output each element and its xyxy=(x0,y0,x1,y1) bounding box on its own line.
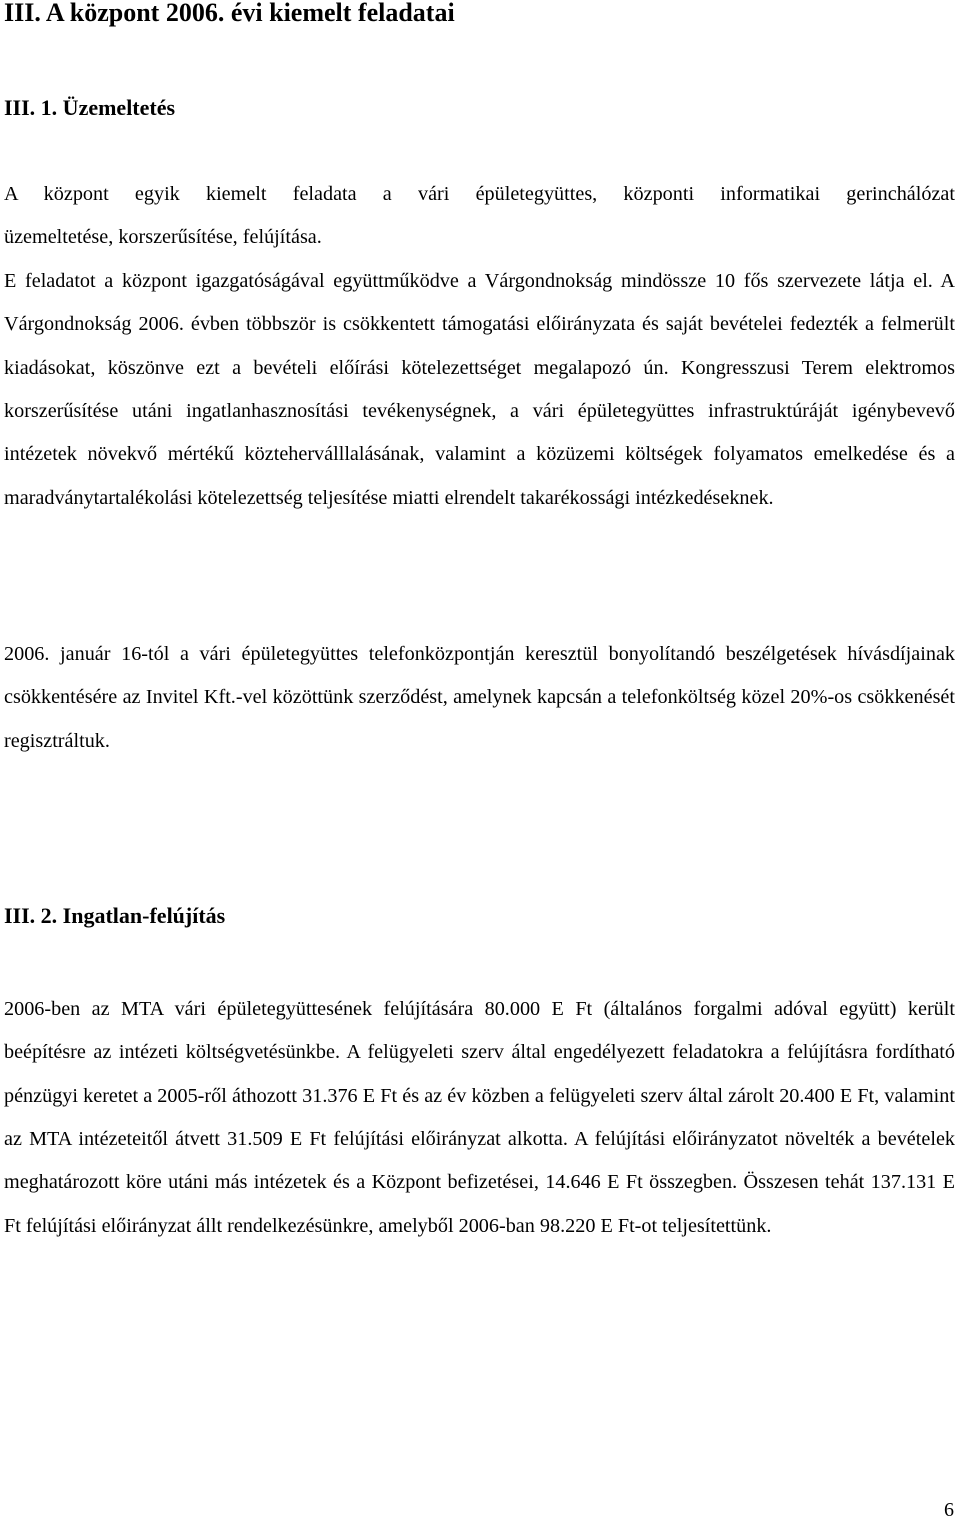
paragraph-line: üzemeltetése, korszerűsítése, felújítása. xyxy=(4,226,322,249)
paragraph-renovation-budget: 2006-ben az MTA vári épületegyüttesének felújítására 80.000 E Ft (általános forgalmi adóval együtt) került beépítésre az intézeti költségvetésünkbe. A felügyeleti szerv által engedélyezett feladatokra a felújításra fordítható pénzügyi keretet a 2005-ről áthozott 31.376 E Ft és az év közben a felügyeleti szerv által zárolt 20.400 E Ft, valamint az MTA intézeteitől átvett 31.509 E Ft felújítási előirányzat alkotta. A felújítási előirányzatot növelték a bevételek meghatározott köre utáni más intézetek és a Központ befizetései, 14.646 E Ft összegben. Összesen tehát 137.131 E Ft felújítási előirányzat állt rendelkezésünkre, amelyből 2006-ban 98.220 E Ft-ot teljesítettünk. xyxy=(4,998,955,1237)
paragraph-central-tasks xyxy=(4,173,955,260)
paragraph-line: A központ egyik kiemelt feladata a vári épületegyüttes, központi informatikai gerinchálózat xyxy=(4,183,955,205)
section-heading-ingatlan-felujitas: III. 2. Ingatlan-felújítás xyxy=(4,903,226,928)
paragraph-vargondnoksag: E feladatot a központ igazgatóságával együttműködve a Várgondnokság mindössze 10 fős szervezete látja el. A Várgondnokság 2006. évben többször is csökkentett támogatási előirányzata és saját bevételei fedezték a felmerült kiadásokat, köszönve ezt a bevételi előírási kötelezettséget megalapozó ún. Kongresszusi Terem elektromos korszerűsítése utáni ingatlanhasznosítási tevékenységnek, a vári épületegyüttes infrastruktúráját igénybevevő intézetek növekvő mértékű közteherválllalásának, valamint a közüzemi költségek folyamatos emelkedése és a maradványtartalékolási kötelezettség teljesítése miatti elrendelt takarékossági intézkedéseknek. xyxy=(4,270,955,509)
paragraph-telephone-contract: 2006. január 16-tól a vári épületegyüttes telefonközpontján keresztül bonyolítandó beszélgetések hívásdíjainak csökkentésére az Invitel Kft.-vel közöttünk szerződést, amelynek kapcsán a telefonköltség közel 20%-os csökkenését regisztráltuk. xyxy=(4,643,955,752)
section-heading-uzemeltetes: III. 1. Üzemeltetés xyxy=(4,95,176,120)
page-number: 6 xyxy=(944,1499,954,1521)
page-title: III. A központ 2006. évi kiemelt feladatai xyxy=(4,0,455,27)
